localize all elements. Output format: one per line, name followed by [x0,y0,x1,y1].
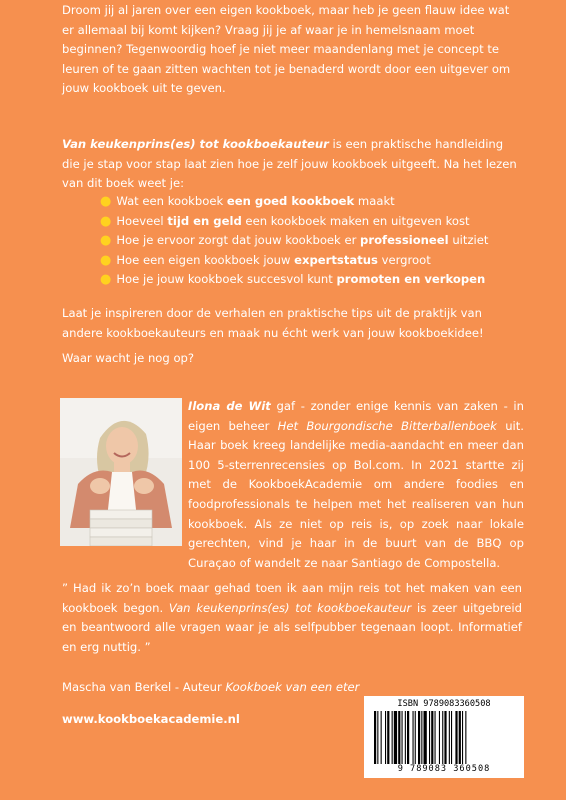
quote-text: is zeer uitgebreid en beantwoord alle vragen waar je als selfpubber tegenaan loopt. Informatief en erg nuttig. ” [62,600,522,654]
list-item-emphasis: expertstatus [294,252,378,267]
bullet-icon: ● [100,233,112,249]
review-quote [62,579,522,657]
list-item [100,270,530,290]
bullet-icon: ● [100,194,112,209]
author-bio-text: uit. Haar boek kreeg landelijke media-aandacht en meer dan 100 5-sterrenrecensies op Bol.com. In 2021 startte zij met de KookboekAcademie om andere foodies en foodprofessionals te helpen met het realiseren van hun kookboek. Als ze niet op reis is, op zoek naar lokale gerechten, vind je haar in de buurt van de BBQ op Curaçao of wandelt ze naar Santiago de Compostella. [188,418,524,570]
list-item-text: vergroot [377,252,431,267]
list-item-text: Hoeveel [116,213,168,228]
book-title: Van keukenprins(es) tot kookboekauteur [62,137,329,151]
list-item-text: een kookboek maken en uitgeven kost [241,213,470,228]
list-item-text: Hoe een eigen kookboek jouw [116,252,295,267]
bullet-icon: ● [100,213,112,229]
author-name: Ilona de Wit [188,399,271,413]
isbn-barcode [364,696,524,778]
quote-book-title: Van keukenprins(es) tot kookboekauteur [168,600,412,615]
list-item [100,231,530,251]
quote-text: ” Had ik zo’n boek maar gehad toen ik aan mijn reis tot het maken van een kookboek begon. [62,581,522,615]
list-item-text: uitziet [448,233,489,248]
attribution-book-title: Kookboek van een eter [225,680,360,694]
barcode-bars [374,711,514,764]
attribution-text: Mascha van Berkel - Auteur [62,680,226,694]
isbn-label: ISBN 9789083360508 [397,699,491,709]
list-item [100,192,530,212]
list-item-text: Hoe je jouw kookboek succesvol kunt [116,272,337,287]
list-item-text: maakt [354,194,395,208]
author-book-title: Het Bourgondische Bitterballenboek [277,418,497,433]
description-paragraph [62,135,522,194]
list-item-emphasis: promoten en verkopen [336,272,486,287]
list-item [100,251,530,271]
bullet-icon: ● [100,272,112,288]
inspire-paragraph: Laat je inspireren door de verhalen en praktische tips uit de praktijk van andere kookboekauteurs en maak nu écht werk van jouw kookboekidee! [62,306,484,340]
website-url: www.kookboekacademie.nl [62,712,240,726]
author-photo [60,398,182,546]
list-item-emphasis: een goed kookboek [226,194,355,208]
bullet-icon: ● [100,252,112,268]
description-text: is een praktische handleiding die je stap voor stap laat zien hoe je zelf jouw kookboek uitgeeft. Na het lezen van dit boek weet je: [62,137,517,191]
list-item-emphasis: professioneel [360,233,449,248]
review-attribution [62,678,422,698]
benefits-list [100,192,530,290]
intro-paragraph: Droom jij al jaren over een eigen kookboek, maar heb je geen flauw idee wat er allemaal bij komt kijken? Vraag jij je af waar je in hemelsnaam moet beginnen? Tegenwoordig hoef je niet meer maandenlang met je concept te leuren of te gaan zitten wachten tot je benaderd wordt door een uitgever om jouw kookboek uit te geven. [62,3,511,96]
call-to-action: Waar wacht je nog op? [62,351,195,365]
author-bio-text: gaf - zonder enige kennis van zaken - in eigen beheer [188,399,524,433]
list-item-text: Hoe je ervoor zorgt dat jouw kookboek er [116,233,361,248]
isbn-number: 9 789083 360508 [397,764,491,774]
author-bio [188,397,524,573]
list-item [100,212,530,232]
author-portrait-image [60,398,182,546]
list-item-text: Wat een kookboek [116,194,227,208]
list-item-emphasis: tijd en geld [167,213,242,228]
